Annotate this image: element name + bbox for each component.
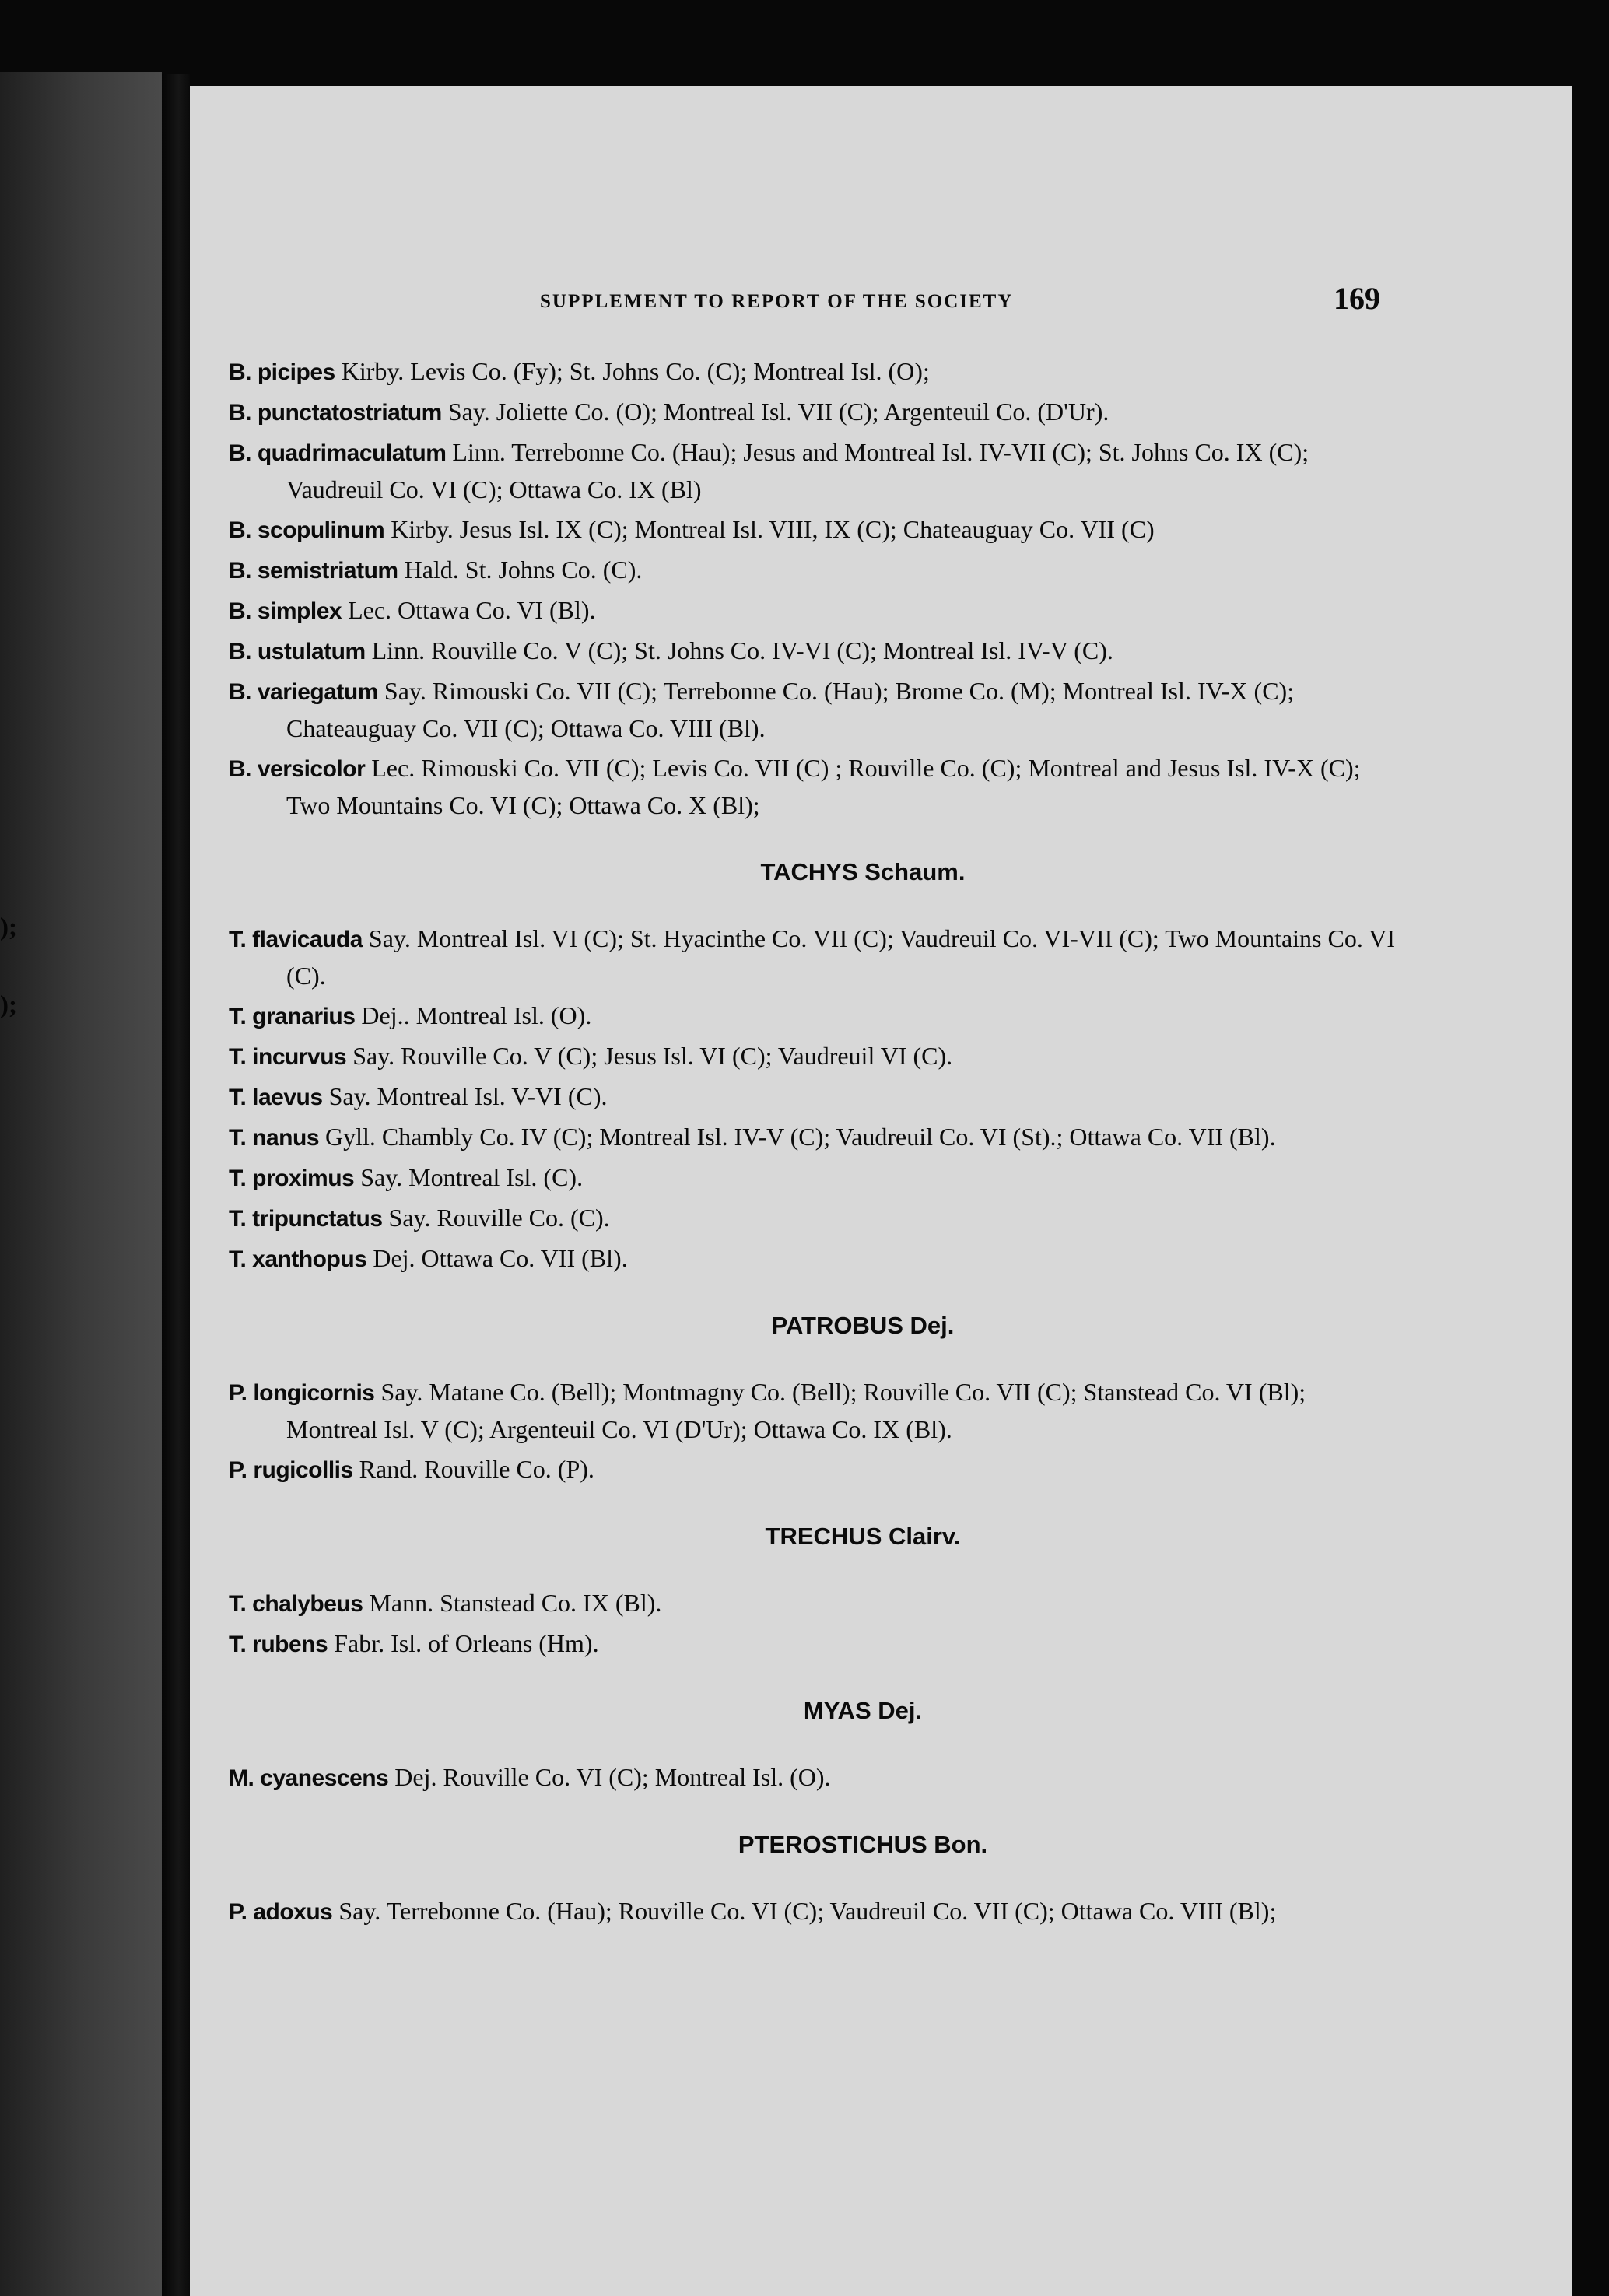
species-name: T. chalybeus (229, 1591, 363, 1617)
species-entry (229, 1625, 1396, 1663)
genus-heading: TRECHUS Clairv. (765, 1523, 961, 1550)
species-name: P. rugicollis (229, 1457, 353, 1483)
species-name: T. laevus (229, 1085, 323, 1110)
species-records: Linn. Rouville Co. V (C); St. Johns Co. IV-VI (C); Montreal Isl. IV-V (C). (371, 636, 1113, 664)
species-entry (229, 997, 1396, 1035)
species-records: Kirby. Levis Co. (Fy); St. Johns Co. (C); Montreal Isl. (O); (341, 357, 930, 385)
species-entry (229, 1078, 1396, 1116)
species-records: Say. Montreal Isl. (C). (360, 1163, 584, 1191)
genus-heading: PATROBUS Dej. (771, 1312, 955, 1339)
species-records: Fabr. Isl. of Orleans (Hm). (334, 1629, 599, 1657)
species-entry (229, 1585, 1396, 1622)
species-entry (229, 633, 1396, 670)
genus-heading: PTEROSTICHUS Bon. (738, 1831, 988, 1858)
species-entry (229, 673, 1396, 747)
species-records: Mann. Stanstead Co. IX (Bl). (369, 1589, 662, 1617)
genus-heading: MYAS Dej. (803, 1697, 923, 1724)
species-name: T. nanus (229, 1125, 320, 1151)
species-name: B. quadrimaculatum (229, 440, 447, 466)
species-name: B. picipes (229, 359, 335, 385)
species-records: Lec. Ottawa Co. VI (Bl). (348, 596, 596, 624)
species-entry (229, 434, 1396, 508)
species-records: Dej. Rouville Co. VI (C); Montreal Isl. (O). (394, 1763, 831, 1791)
species-name: M. cyanescens (229, 1765, 389, 1791)
species-entry (229, 1240, 1396, 1278)
species-entry (229, 353, 1396, 391)
species-entry (229, 1759, 1396, 1796)
species-name: B. versicolor (229, 756, 366, 782)
species-records: Hald. St. Johns Co. (C). (404, 556, 643, 584)
species-entry (229, 511, 1396, 549)
species-name: B. semistriatum (229, 558, 398, 584)
species-name: T. rubens (229, 1632, 328, 1657)
species-entry (229, 1038, 1396, 1075)
species-name: T. tripunctatus (229, 1206, 383, 1232)
species-records: Dej. Ottawa Co. VII (Bl). (373, 1244, 628, 1272)
page (190, 86, 1572, 2296)
species-entry (229, 1119, 1396, 1156)
species-records: Dej.. Montreal Isl. (O). (361, 1001, 592, 1029)
species-records: Say. Rouville Co. (C). (388, 1204, 610, 1232)
species-name: B. scopulinum (229, 517, 385, 543)
species-name: T. xanthopus (229, 1246, 367, 1272)
species-records: Lec. Rimouski Co. VII (C); Levis Co. VII (C) ; Rouville Co. (C); Montreal and Jesus Isl. IV-X (C); Two Mountains Co. VI (C); Ottawa Co. X (Bl); (286, 754, 1361, 819)
species-name: T. proximus (229, 1166, 355, 1191)
species-entry (229, 1200, 1396, 1237)
species-records: Say. Montreal Isl. VI (C); St. Hyacinthe Co. VII (C); Vaudreuil Co. VI-VII (C); Two Mountains Co. VI (C). (286, 924, 1396, 990)
species-records: Rand. Rouville Co. (P). (359, 1455, 594, 1483)
species-records: Say. Rouville Co. V (C); Jesus Isl. VI (C); Vaudreuil VI (C). (352, 1042, 953, 1070)
species-name: P. adoxus (229, 1899, 333, 1925)
species-name: T. incurvus (229, 1044, 347, 1070)
species-records: Kirby. Jesus Isl. IX (C); Montreal Isl. VIII, IX (C); Chateauguay Co. VII (C) (391, 515, 1155, 543)
species-records: Say. Rimouski Co. VII (C); Terrebonne Co. (Hau); Brome Co. (M); Montreal Isl. IV-X (C); Chateauguay Co. VII (C); Ottawa Co. VIII (Bl). (286, 677, 1295, 742)
page-content (229, 353, 1396, 1933)
species-entry (229, 1159, 1396, 1197)
species-entry (229, 1893, 1396, 1930)
species-entry (229, 1374, 1396, 1448)
species-entry (229, 552, 1396, 589)
species-name: B. simplex (229, 598, 342, 624)
species-entry (229, 920, 1396, 994)
species-records: Linn. Terrebonne Co. (Hau); Jesus and Montreal Isl. IV-VII (C); St. Johns Co. IX (C); Vaudreuil Co. VI (C); Ottawa Co. IX (Bl) (286, 438, 1309, 503)
species-entry (229, 394, 1396, 431)
species-entry (229, 750, 1396, 824)
previous-page-fragment: ); (0, 991, 17, 1019)
previous-page-fragment: ); (0, 913, 17, 941)
running-head: SUPPLEMENT TO REPORT OF THE SOCIETY (540, 291, 1014, 312)
species-name: T. flavicauda (229, 927, 363, 952)
species-records: Say. Joliette Co. (O); Montreal Isl. VII (C); Argenteuil Co. (D'Ur). (447, 398, 1109, 426)
species-records: Say. Matane Co. (Bell); Montmagny Co. (Bell); Rouville Co. VII (C); Stanstead Co. VI (Bl); Montreal Isl. V (C); Argenteuil Co. VI (D'Ur); Ottawa Co. IX (Bl). (286, 1378, 1306, 1443)
previous-page-edge (0, 72, 162, 2296)
species-name: T. granarius (229, 1004, 356, 1029)
species-records: Say. Terrebonne Co. (Hau); Rouville Co. VI (C); Vaudreuil Co. VII (C); Ottawa Co. VIII (Bl); (338, 1897, 1277, 1925)
species-name: B. ustulatum (229, 639, 366, 664)
book-spine (162, 74, 190, 2296)
page-header (190, 280, 1572, 327)
species-entry (229, 592, 1396, 629)
species-records: Say. Montreal Isl. V-VI (C). (328, 1082, 608, 1110)
species-name: P. longicornis (229, 1380, 375, 1406)
page-number: 169 (1334, 281, 1380, 316)
species-records: Gyll. Chambly Co. IV (C); Montreal Isl. IV-V (C); Vaudreuil Co. VI (St).; Ottawa Co. VII (Bl). (325, 1123, 1276, 1151)
species-entry (229, 1451, 1396, 1488)
species-name: B. variegatum (229, 679, 378, 705)
species-name: B. punctatostriatum (229, 400, 442, 426)
genus-heading: TACHYS Schaum. (760, 858, 966, 885)
